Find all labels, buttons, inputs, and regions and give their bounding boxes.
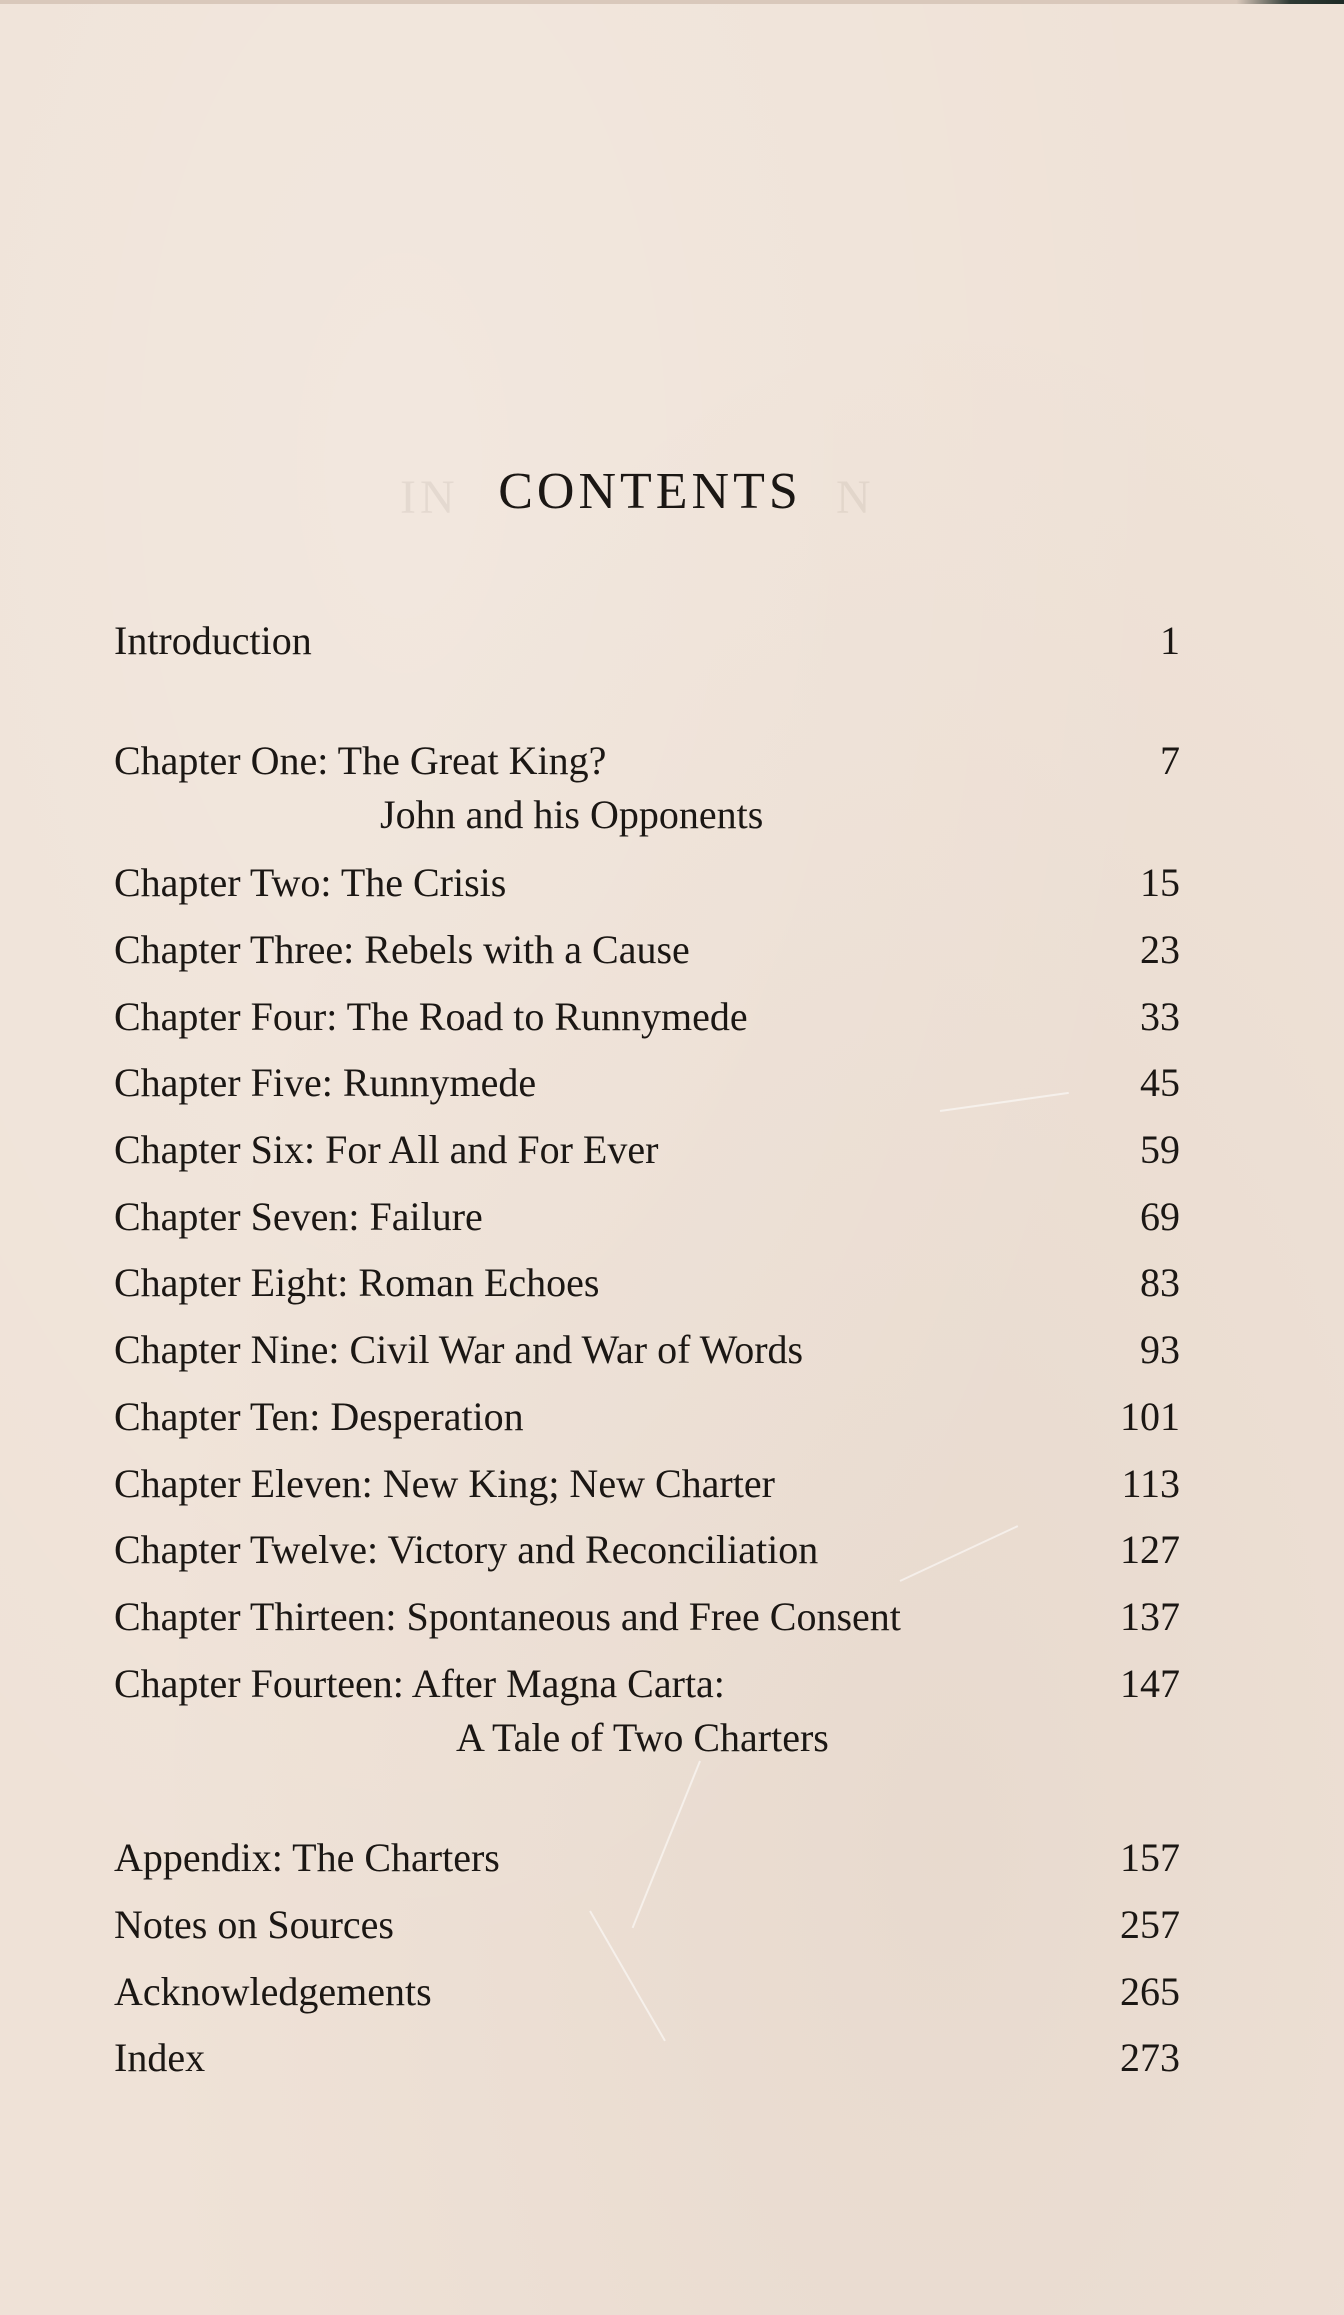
entry-page: 59	[1140, 1127, 1180, 1172]
entry-page: 113	[1121, 1461, 1180, 1506]
toc-entry-chapter-seven[interactable]	[0, 1189, 1344, 1245]
entry-page: 93	[1140, 1327, 1180, 1372]
entry-title: Chapter Nine: Civil War and War of Words	[114, 1327, 804, 1372]
entry-title: Chapter Twelve: Victory and Reconciliation	[114, 1527, 819, 1572]
entry-title: Chapter Fourteen: After Magna Carta:	[114, 1661, 725, 1706]
entry-title: Chapter Eight: Roman Echoes	[114, 1260, 600, 1305]
entry-title-continuation: A Tale of Two Charters	[456, 1715, 829, 1760]
toc-entry-chapter-twelve[interactable]	[0, 1522, 1344, 1578]
show-through-left: IN	[400, 471, 459, 524]
toc-entry-chapter-thirteen[interactable]	[0, 1589, 1344, 1645]
entry-page: 157	[1120, 1835, 1180, 1880]
entry-page: 83	[1140, 1260, 1180, 1305]
entry-title-continuation: John and his Opponents	[380, 792, 764, 837]
toc-entry-chapter-fourteen[interactable]	[0, 1656, 1344, 1768]
entry-page: 7	[1160, 738, 1180, 783]
entry-page: 45	[1140, 1060, 1180, 1105]
entry-page: 265	[1120, 1969, 1180, 2014]
entry-title: Introduction	[114, 618, 312, 663]
toc-entry-chapter-nine[interactable]	[0, 1322, 1344, 1378]
entry-title: Acknowledgements	[114, 1969, 432, 2014]
show-through-right: N	[836, 471, 875, 524]
toc-entry-chapter-four[interactable]	[0, 989, 1344, 1045]
contents-heading: CONTENTS	[498, 463, 802, 520]
toc-entry-index[interactable]	[0, 2030, 1344, 2086]
entry-page: 1	[1160, 618, 1180, 663]
toc-entry-introduction[interactable]	[0, 613, 1344, 669]
entry-page: 257	[1120, 1902, 1180, 1947]
entry-page: 15	[1140, 860, 1180, 905]
entry-title: Chapter Three: Rebels with a Cause	[114, 927, 690, 972]
toc-entry-chapter-two[interactable]	[0, 855, 1344, 911]
entry-page: 273	[1120, 2035, 1180, 2080]
toc-entry-chapter-eight[interactable]	[0, 1255, 1344, 1311]
entry-title: Notes on Sources	[114, 1902, 394, 1947]
entry-title: Chapter One: The Great King?	[114, 738, 607, 783]
entry-title: Chapter Eleven: New King; New Charter	[114, 1461, 775, 1506]
entry-title: Chapter Thirteen: Spontaneous and Free Consent	[114, 1594, 901, 1639]
entry-title: Index	[114, 2035, 206, 2080]
entry-title: Chapter Two: The Crisis	[114, 860, 507, 905]
entry-page: 147	[1120, 1661, 1180, 1706]
entry-page: 23	[1140, 927, 1180, 972]
toc-entry-notes-on-sources[interactable]	[0, 1897, 1344, 1953]
toc-entry-acknowledgements[interactable]	[0, 1964, 1344, 2020]
toc-entry-chapter-one[interactable]	[0, 733, 1344, 845]
entry-title: Appendix: The Charters	[114, 1835, 500, 1880]
toc-entry-chapter-three[interactable]	[0, 922, 1344, 978]
toc-entry-chapter-ten[interactable]	[0, 1389, 1344, 1445]
entry-page: 127	[1120, 1527, 1180, 1572]
entry-title: Chapter Four: The Road to Runnymede	[114, 994, 748, 1039]
toc-entry-chapter-five[interactable]	[0, 1055, 1344, 1111]
entry-page: 101	[1120, 1394, 1180, 1439]
page-top-edge	[0, 0, 1344, 4]
toc-entry-appendix[interactable]	[0, 1830, 1344, 1886]
entry-title: Chapter Five: Runnymede	[114, 1060, 537, 1105]
entry-title: Chapter Seven: Failure	[114, 1194, 483, 1239]
entry-title: Chapter Ten: Desperation	[114, 1394, 524, 1439]
entry-page: 69	[1140, 1194, 1180, 1239]
toc-entry-chapter-eleven[interactable]	[0, 1456, 1344, 1512]
entry-page: 137	[1120, 1594, 1180, 1639]
toc-entry-chapter-six[interactable]	[0, 1122, 1344, 1178]
entry-page: 33	[1140, 994, 1180, 1039]
entry-title: Chapter Six: For All and For Ever	[114, 1127, 659, 1172]
